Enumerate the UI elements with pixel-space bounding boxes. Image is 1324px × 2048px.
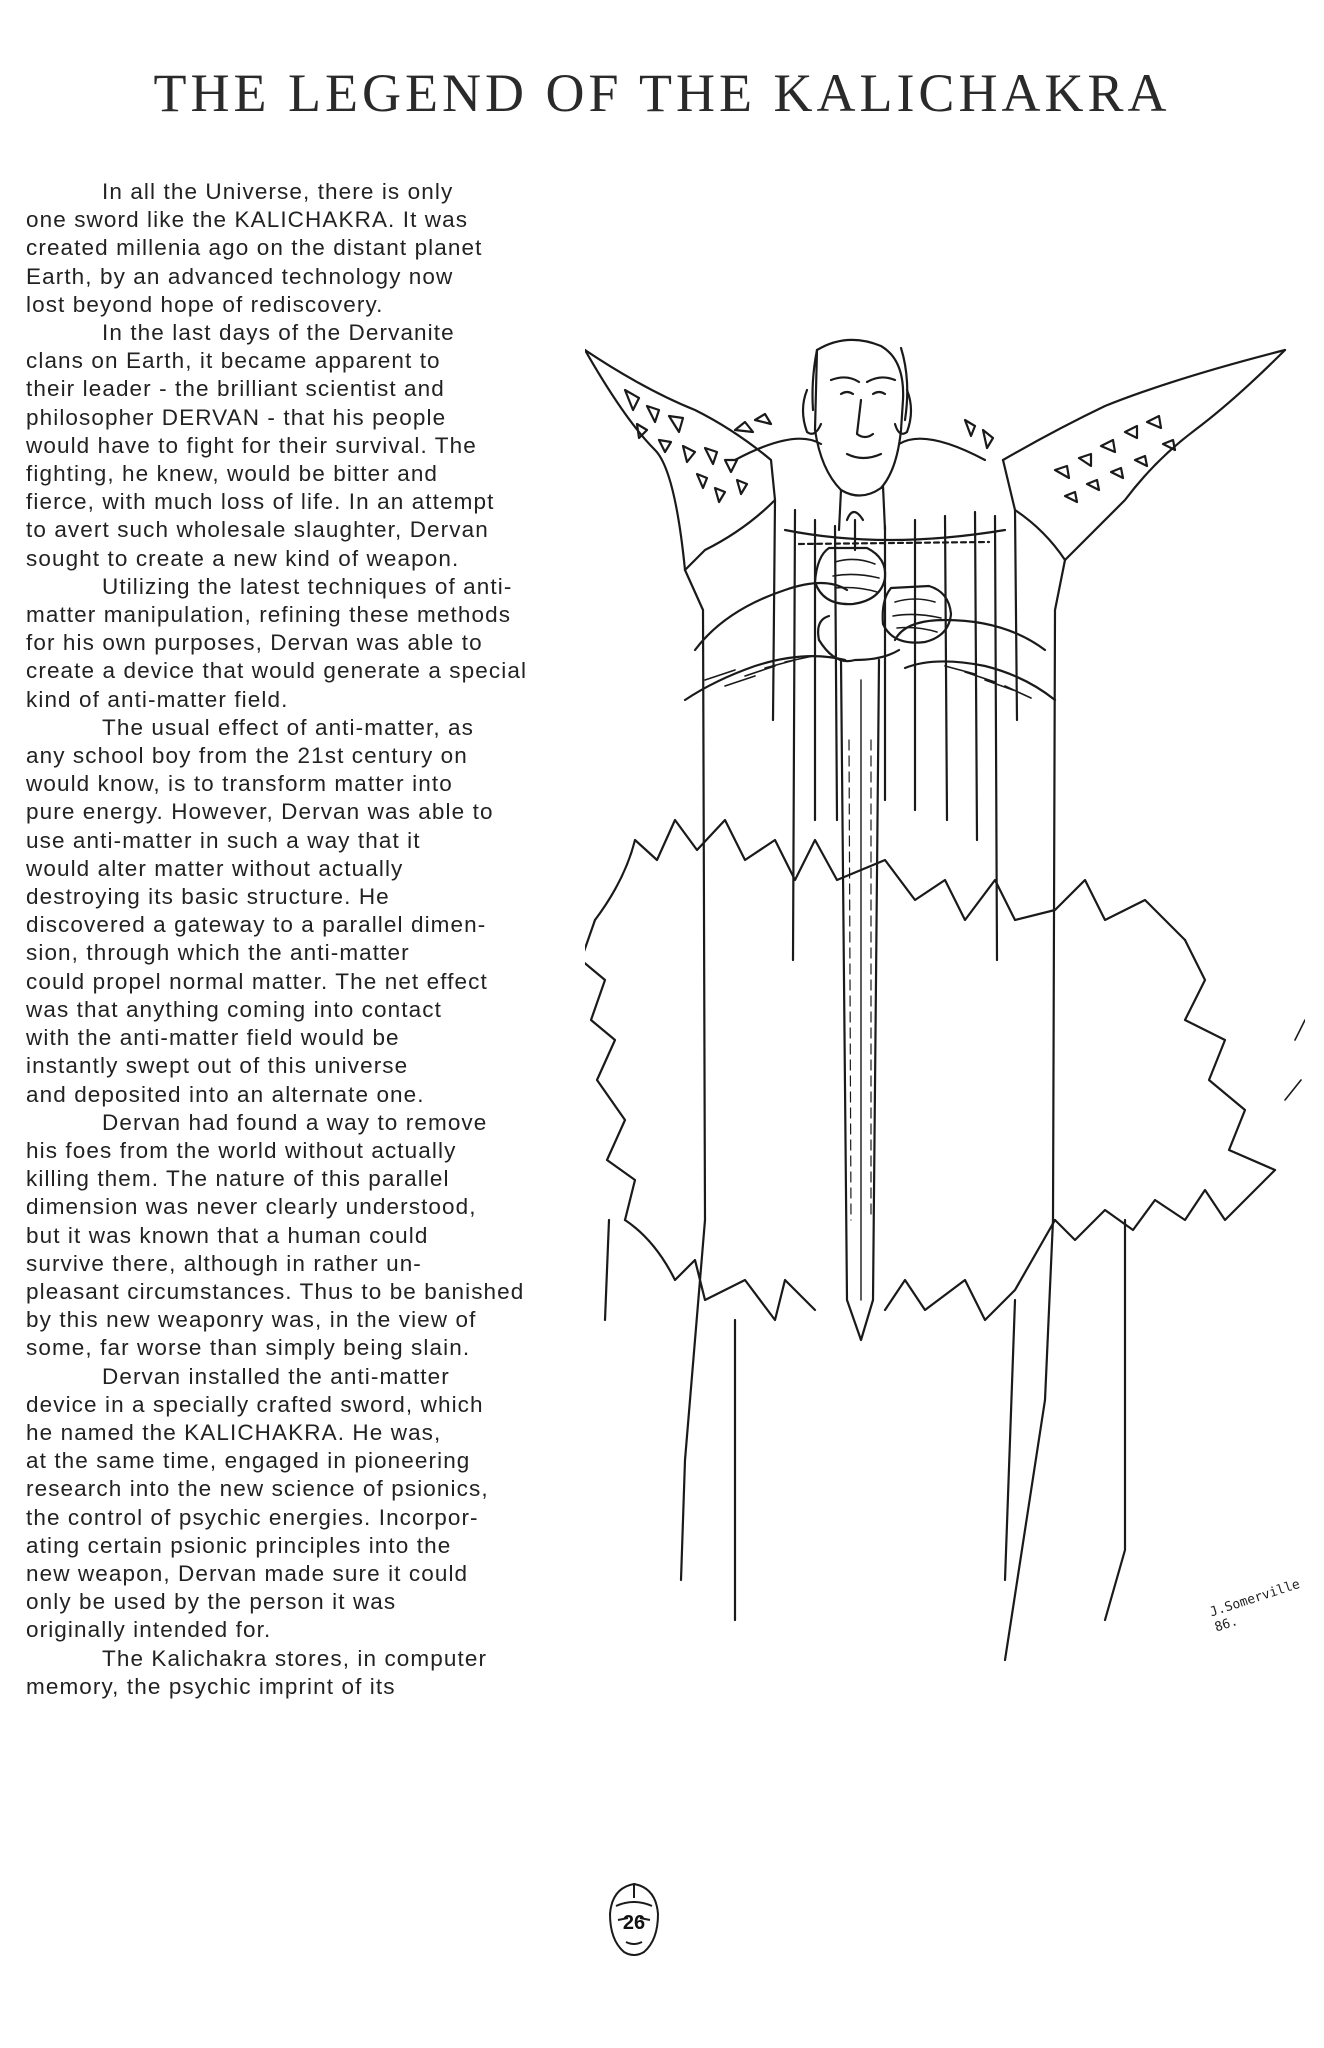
- body-line: new weapon, Dervan made sure it could: [26, 1560, 469, 1586]
- body-line: by this new weaponry was, in the view of: [26, 1307, 477, 1333]
- body-line: created millenia ago on the distant planet: [26, 235, 483, 261]
- body-line: originally intended for.: [26, 1617, 272, 1643]
- body-line: fighting, he knew, would be bitter and: [26, 461, 439, 487]
- signature-name: J.Somerville: [1208, 1576, 1302, 1621]
- body-line: but it was known that a human could: [26, 1222, 429, 1248]
- body-line: with the anti-matter field would be: [26, 1025, 400, 1051]
- body-line: killing them. The nature of this parallel: [26, 1166, 450, 1192]
- body-line: dimension was never clearly understood,: [26, 1194, 477, 1220]
- body-line: create a device that would generate a special: [26, 658, 528, 684]
- article-body: [26, 178, 656, 1701]
- page-number: 26: [622, 1912, 646, 1934]
- body-line: could propel normal matter. The net effect: [26, 968, 488, 994]
- body-line: pleasant circumstances. Thus to be banished: [26, 1278, 525, 1304]
- body-line: Earth, by an advanced technology now: [26, 263, 454, 289]
- body-line: philosopher DERVAN - that his people: [26, 404, 447, 430]
- body-line: any school boy from the 21st century on: [26, 743, 468, 769]
- body-line: clans on Earth, it became apparent to: [26, 348, 441, 374]
- body-line: only be used by the person it was: [26, 1589, 397, 1615]
- body-line: sion, through which the anti-matter: [26, 940, 410, 966]
- body-line: In the last days of the Dervanite: [102, 320, 455, 346]
- dervan-with-sword-drawing: [585, 320, 1305, 1740]
- body-line: Dervan installed the anti-matter: [102, 1363, 450, 1389]
- signature-year: 86.: [1212, 1613, 1240, 1636]
- body-line: In all the Universe, there is only: [102, 179, 454, 204]
- body-line: Dervan had found a way to remove: [102, 1109, 488, 1135]
- body-line: their leader - the brilliant scientist and: [26, 376, 445, 402]
- body-line: The usual effect of anti-matter, as: [102, 714, 475, 740]
- body-line: research into the new science of psionics,: [26, 1476, 489, 1502]
- body-line: fierce, with much loss of life. In an attempt: [26, 489, 495, 515]
- body-line: and deposited into an alternate one.: [26, 1081, 425, 1107]
- body-line: kind of anti-matter field.: [26, 686, 289, 712]
- dervan-illustration: [585, 320, 1305, 1740]
- body-line: ating certain psionic principles into the: [26, 1532, 452, 1558]
- body-line: destroying its basic structure. He: [26, 884, 390, 910]
- body-line: he named the KALICHAKRA. He was,: [26, 1419, 442, 1445]
- body-line: matter manipulation, refining these methods: [26, 602, 512, 628]
- body-line: some, far worse than simply being slain.: [26, 1335, 471, 1361]
- body-line: memory, the psychic imprint of its: [26, 1673, 396, 1699]
- body-line: at the same time, engaged in pioneering: [26, 1448, 471, 1474]
- body-line: pure energy. However, Dervan was able to: [26, 799, 494, 825]
- body-line: sought to create a new kind of weapon.: [26, 545, 460, 571]
- body-line: use anti-matter in such a way that it: [26, 827, 421, 853]
- body-line: Utilizing the latest techniques of anti-: [102, 573, 513, 599]
- body-line: for his own purposes, Dervan was able to: [26, 630, 483, 656]
- body-line: one sword like the KALICHAKRA. It was: [26, 207, 469, 233]
- body-line: the control of psychic energies. Incorpor-: [26, 1504, 479, 1530]
- body-line: would alter matter without actually: [26, 855, 404, 881]
- body-line: survive there, although in rather un-: [26, 1250, 422, 1276]
- body-line: lost beyond hope of rediscovery.: [26, 291, 384, 317]
- body-line: The Kalichakra stores, in computer: [102, 1645, 488, 1671]
- page-title: THE LEGEND OF THE KALICHAKRA: [153, 63, 1171, 123]
- body-line: was that anything coming into contact: [26, 996, 442, 1022]
- body-line: would know, is to transform matter into: [26, 771, 453, 797]
- body-line: would have to fight for their survival. The: [26, 432, 477, 458]
- body-line: instantly swept out of this universe: [26, 1053, 409, 1079]
- body-line: to avert such wholesale slaughter, Dervan: [26, 517, 489, 543]
- body-line: device in a specially crafted sword, which: [26, 1391, 484, 1417]
- body-line: his foes from the world without actually: [26, 1137, 457, 1163]
- body-line: discovered a gateway to a parallel dimen-: [26, 912, 487, 938]
